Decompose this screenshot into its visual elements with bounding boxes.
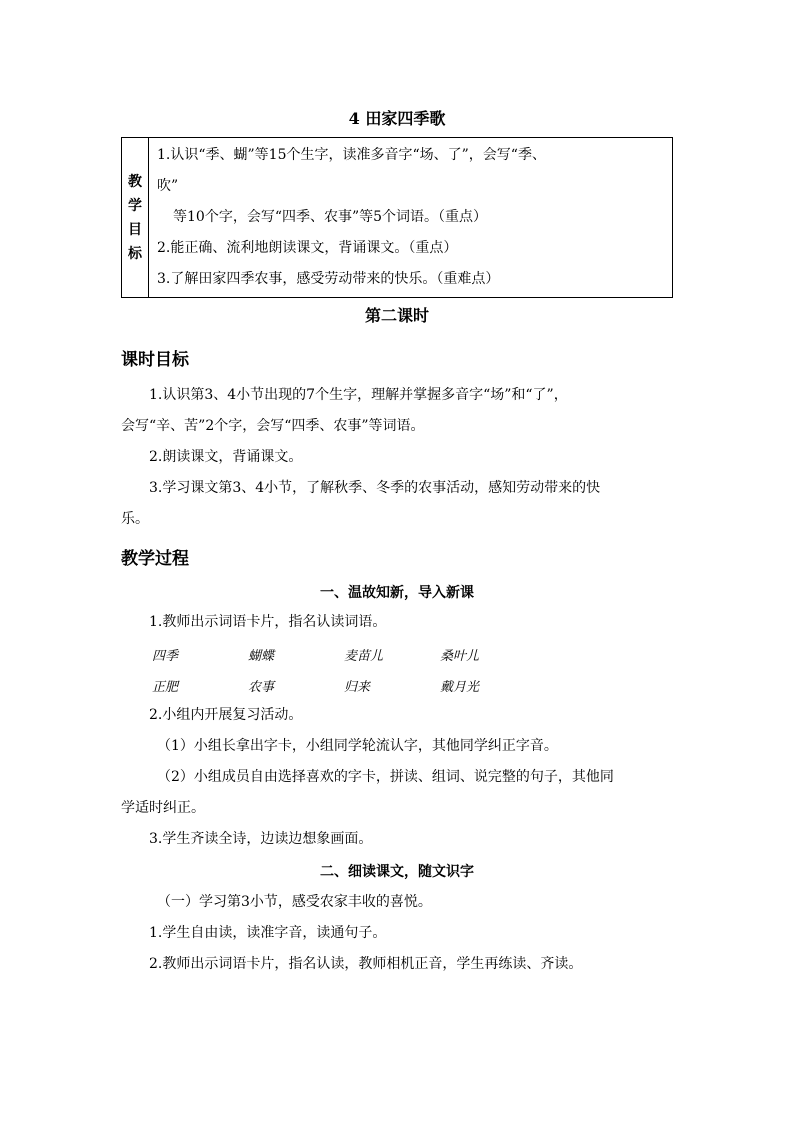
- goal-line: 1.认识“季、蝴”等15个生字，读准多音字“场、了”，会写“季、: [157, 147, 546, 163]
- paragraph-line: 2.教师出示词语卡片，指名认读，教师相机正音，学生再练读、齐读。: [149, 956, 583, 972]
- teaching-goals-table: [121, 137, 673, 298]
- paragraph-line: 学适时纠正。: [121, 800, 205, 816]
- objectives-block: [121, 380, 673, 535]
- paragraph-line: 1.认识第3、4小节出现的7个生字，理解并掌握多音字“场”和“了”，: [149, 387, 568, 403]
- paragraph-line: （1）小组长拿出字卡，小组同学轮流认字，其他同学纠正字音。: [157, 738, 558, 754]
- part1-heading: 一、温故知新，导入新课: [320, 585, 474, 601]
- part2-heading: 二、细读课文，随文识字: [320, 864, 474, 880]
- paragraph-line: 3.学习课文第3、4小节，了解秋季、冬季的农事活动，感知劳动带来的快: [149, 480, 601, 496]
- goals-label-cell: [122, 138, 149, 298]
- paragraph-line: （一）学习第3小节，感受农家丰收的喜悦。: [157, 894, 432, 910]
- goals-label-char: 目: [128, 221, 142, 238]
- paragraph-line: 会写“辛、苦”2个字，会写“四季、农事”等词语。: [121, 418, 425, 434]
- goals-label-char: 学: [128, 197, 142, 214]
- paragraph-line: 1.学生自由读，读准字音，读通句子。: [149, 925, 387, 941]
- goals-label-char: 标: [128, 245, 142, 262]
- section-heading-objectives: 课时目标: [121, 350, 189, 370]
- paragraph-line: 2.朗读课文，背诵课文。: [149, 449, 303, 465]
- goals-content-cell: [149, 138, 673, 298]
- word-card: 麦苗儿: [344, 649, 384, 664]
- goal-line: 2.能正确、流利地朗读课文，背诵课文。（重点）: [157, 240, 458, 256]
- section-heading-process: 教学过程: [121, 549, 189, 569]
- word-card: 蝴蝶: [248, 649, 275, 664]
- word-card: 四季: [152, 649, 179, 664]
- paragraph-line: 乐。: [121, 511, 149, 527]
- goal-line: 3.了解田家四季农事，感受劳动带来的快乐。（重难点）: [157, 271, 500, 287]
- part1-steps: [121, 700, 673, 855]
- paragraph-line: 3.学生齐读全诗，边读边想象画面。: [149, 831, 373, 847]
- goal-line: 等10个字，会写“四季、农事”等5个词语。（重点）: [173, 209, 488, 225]
- paragraph-line: （2）小组成员自由选择喜欢的字卡，拼读、组词、说完整的句子，其他同: [157, 769, 614, 785]
- part1-step1: [121, 607, 673, 638]
- paragraph-line: 2.小组内开展复习活动。: [149, 707, 303, 723]
- word-card-row: [152, 645, 536, 664]
- goal-line: 吹”: [157, 178, 179, 194]
- goals-label-char: 教: [128, 173, 142, 190]
- word-card: 戴月光: [440, 680, 480, 695]
- paragraph-line: 1.教师出示词语卡片，指名认读词语。: [149, 614, 387, 630]
- word-card: 正肥: [152, 680, 179, 695]
- lesson-title: 4 田家四季歌: [348, 109, 446, 128]
- word-card: 归来: [344, 680, 371, 695]
- word-card: 农事: [248, 680, 275, 695]
- word-card: 桑叶儿: [440, 649, 480, 664]
- word-card-row: [152, 676, 536, 695]
- lesson-period-title: 第二课时: [364, 306, 429, 325]
- part2-steps: [121, 887, 673, 980]
